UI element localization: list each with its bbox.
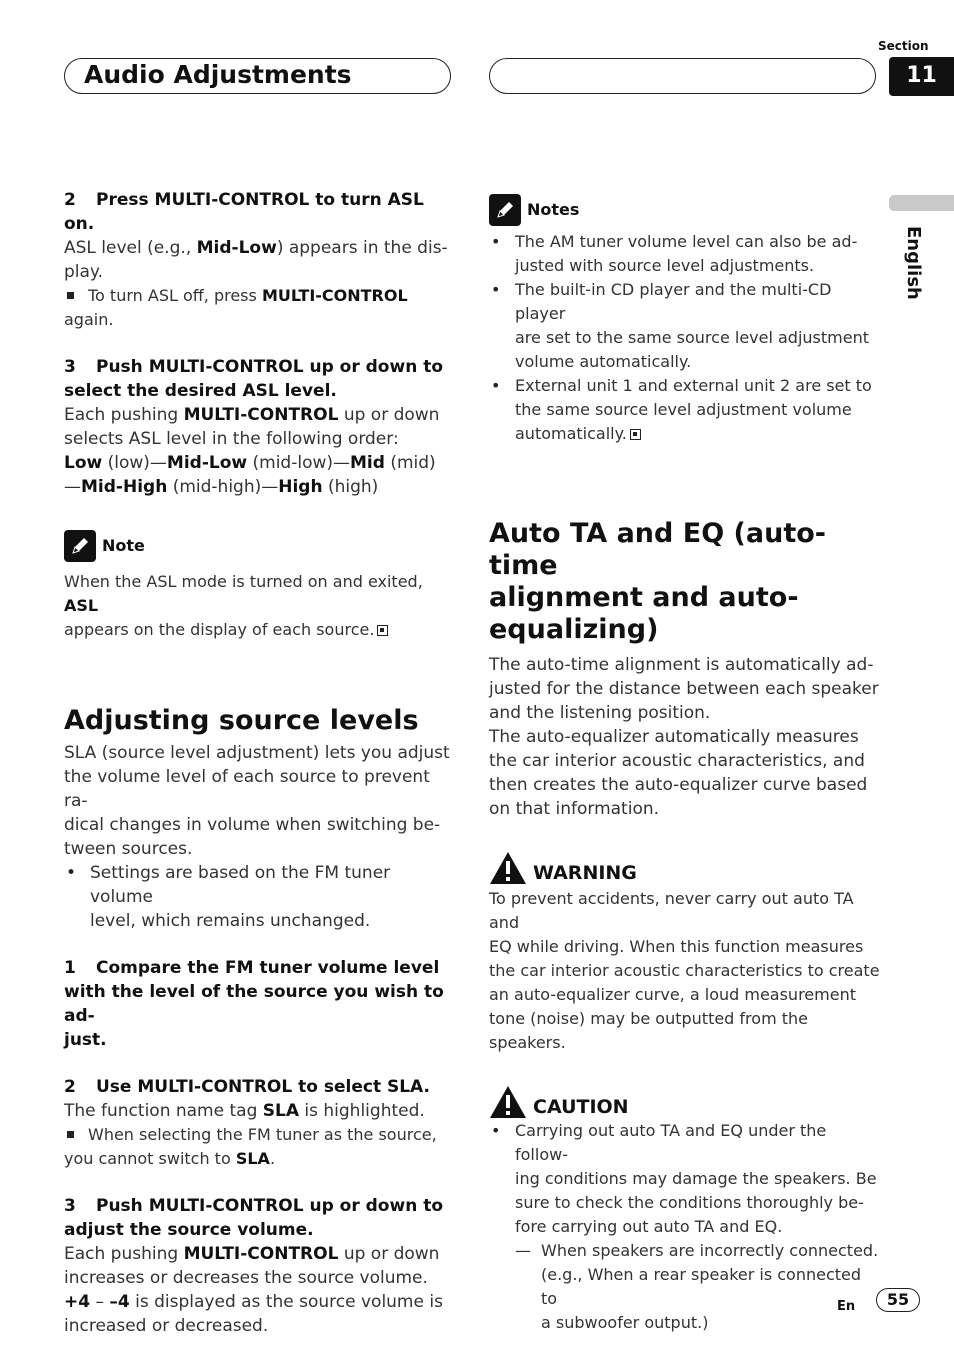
sub-note: To turn ASL off, press MULTI-CONTROL	[64, 284, 456, 308]
sub-note: When selecting the FM tuner as the source,	[64, 1123, 456, 1147]
step-heading: 2 Use MULTI-CONTROL to select SLA.	[64, 1077, 430, 1097]
bullet-item: • Settings are based on the FM tuner volume	[64, 861, 456, 909]
step-heading: just.	[64, 1030, 107, 1050]
step-heading: 3 Push MULTI-CONTROL up or down to	[64, 357, 444, 377]
pencil-icon	[489, 194, 521, 226]
bullet-item: the same source level adjustment volume	[515, 400, 852, 419]
caution-heading: CAUTION	[489, 1085, 881, 1119]
section-heading: alignment and auto-	[489, 582, 799, 613]
dash-item: a subwoofer output.)	[541, 1313, 709, 1332]
page-number: 55	[876, 1288, 920, 1312]
step-heading: adjust the source volume.	[64, 1220, 314, 1240]
paragraph-line: dical changes in volume when switching be-	[64, 815, 441, 835]
bullet-item: are set to the same source level adjustment	[515, 328, 869, 347]
footer-language: En	[837, 1299, 856, 1314]
right-column	[489, 194, 881, 1335]
caution-triangle-icon	[489, 1085, 527, 1119]
section-heading: equalizing)	[489, 614, 659, 645]
section-heading: Auto TA and EQ (auto-time	[489, 518, 826, 581]
asl-order: —Mid-High (mid-high)—High (high)	[64, 477, 379, 497]
paragraph-line: and the listening position.	[489, 703, 711, 723]
note-text: When the ASL mode is turned on and exited, ASL	[64, 572, 423, 615]
warning-heading: WARNING	[489, 851, 881, 885]
step-body: increased or decreased.	[64, 1316, 269, 1336]
paragraph-line: the volume level of each source to prevent ra-	[64, 767, 430, 811]
note-text: appears on the display of each source.	[64, 618, 456, 642]
pencil-icon	[64, 530, 96, 562]
warning-text: EQ while driving. When this function measures	[489, 937, 864, 956]
language-tab-bar	[889, 195, 954, 211]
bullet-item: • Carrying out auto TA and EQ under the follow-	[489, 1119, 881, 1167]
step-body: play.	[64, 262, 103, 282]
paragraph-line: on that information.	[489, 799, 660, 819]
step-body: Each pushing MULTI-CONTROL up or down	[64, 405, 440, 425]
page-title: Audio Adjustments	[84, 60, 352, 89]
paragraph-line: tween sources.	[64, 839, 193, 859]
bullet-item: volume automatically.	[515, 352, 692, 371]
bullet-item: • The built-in CD player and the multi-CD player	[489, 278, 881, 326]
step-heading: 1 Compare the FM tuner volume level	[64, 958, 440, 978]
step-heading: 3 Push MULTI-CONTROL up or down to	[64, 1196, 444, 1216]
step-body: The function name tag SLA is highlighted.	[64, 1101, 425, 1121]
note-heading: Note	[64, 530, 456, 562]
step-body: selects ASL level in the following order:	[64, 429, 399, 449]
paragraph-line: the car interior acoustic characteristics, and	[489, 751, 865, 771]
square-bullet-icon	[67, 292, 74, 299]
paragraph-line: The auto-equalizer automatically measures	[489, 727, 859, 747]
paragraph-line: SLA (source level adjustment) lets you adjust	[64, 743, 450, 763]
paragraph-line: then creates the auto-equalizer curve based	[489, 775, 868, 795]
step-body: +4 – –4 is displayed as the source volume is	[64, 1292, 443, 1312]
dash-item: (e.g., When a rear speaker is connected to	[541, 1265, 862, 1308]
warning-text: tone (noise) may be outputted from the speakers.	[489, 1009, 808, 1052]
warning-text: To prevent accidents, never carry out auto TA and	[489, 889, 854, 932]
bullet-item: automatically.	[489, 422, 881, 446]
paragraph-line: The auto-time alignment is automatically ad-	[489, 655, 874, 675]
sub-note: again.	[64, 310, 114, 329]
section-number: 11	[889, 57, 954, 96]
square-bullet-icon	[67, 1131, 74, 1138]
bullet-item: • The AM tuner volume level can also be ad-	[489, 230, 881, 254]
header-blank-pill	[489, 58, 876, 94]
section-label: Section	[878, 39, 929, 53]
step-heading: select the desired ASL level.	[64, 381, 337, 401]
bullet-item: sure to check the conditions thoroughly be-	[515, 1193, 864, 1212]
warning-triangle-icon	[489, 851, 527, 885]
step-body: increases or decreases the source volume.	[64, 1268, 428, 1288]
warning-text: an auto-equalizer curve, a loud measurement	[489, 985, 856, 1004]
warning-text: the car interior acoustic characteristics to create	[489, 961, 880, 980]
bullet-item: fore carrying out auto TA and EQ.	[515, 1217, 783, 1236]
notes-heading: Notes	[489, 194, 881, 226]
bullet-item: ing conditions may damage the speakers. Be	[515, 1169, 877, 1188]
section-heading: Adjusting source levels	[64, 705, 419, 736]
language-tab-label: English	[903, 226, 924, 300]
bullet-item: • External unit 1 and external unit 2 are set to	[489, 374, 881, 398]
step-heading: with the level of the source you wish to ad-	[64, 982, 444, 1026]
bullet-item: justed with source level adjustments.	[515, 256, 815, 275]
dash-item: — When speakers are incorrectly connected.	[515, 1241, 879, 1260]
end-mark-icon	[377, 625, 388, 636]
left-column	[64, 188, 456, 1338]
paragraph-line: justed for the distance between each speaker	[489, 679, 879, 699]
step-body: ASL level (e.g., Mid-Low) appears in the dis-	[64, 238, 448, 258]
end-mark-icon	[630, 429, 641, 440]
step-body: Each pushing MULTI-CONTROL up or down	[64, 1244, 440, 1264]
asl-order: Low (low)—Mid-Low (mid-low)—Mid (mid)	[64, 453, 436, 473]
step-heading: 2 Press MULTI-CONTROL to turn ASL on.	[64, 190, 424, 234]
sub-note: you cannot switch to SLA.	[64, 1149, 276, 1168]
bullet-item: level, which remains unchanged.	[90, 911, 371, 931]
